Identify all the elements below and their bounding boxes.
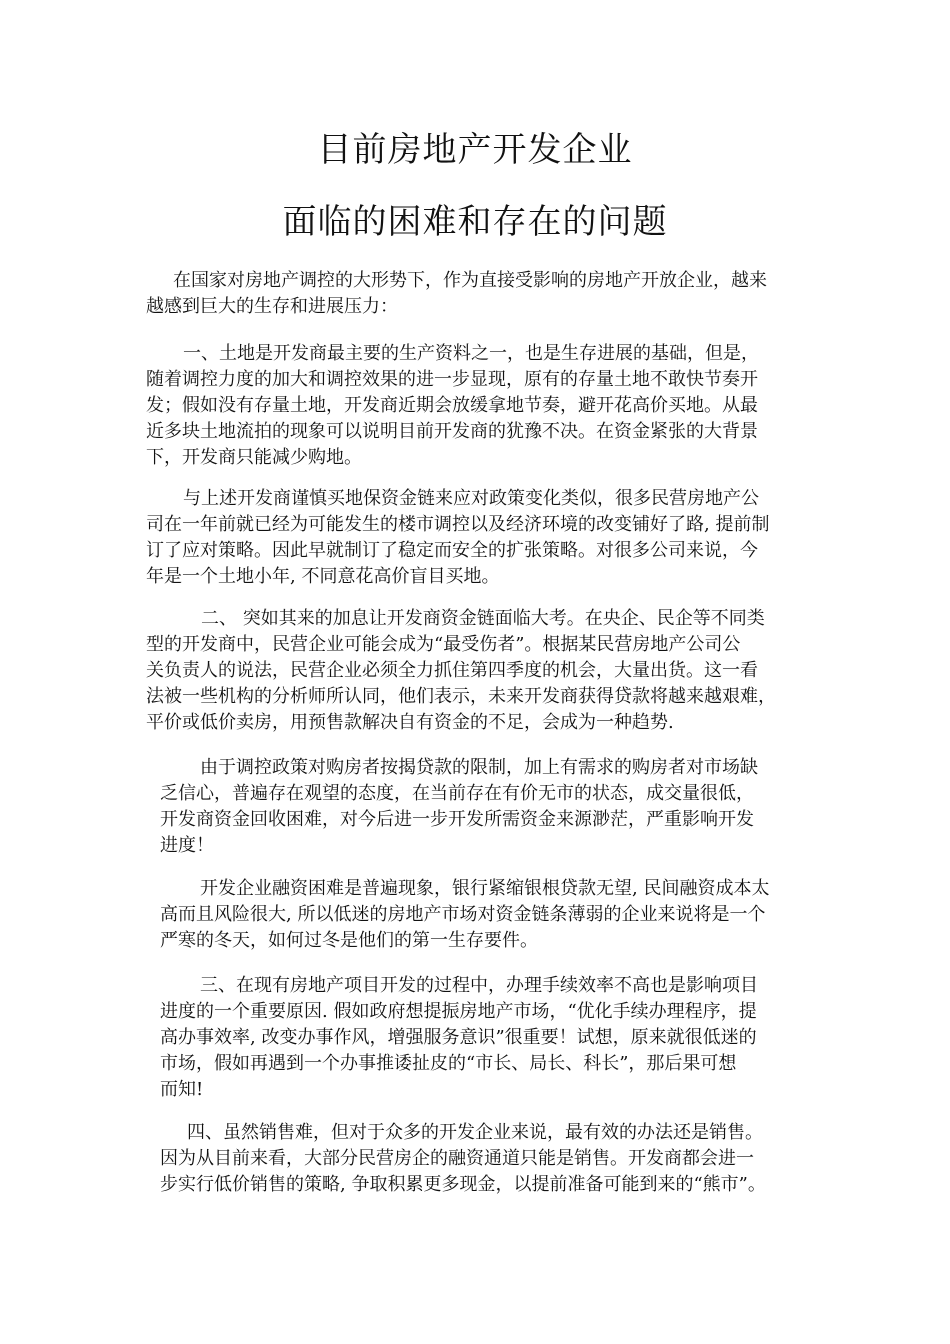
paragraph-line: 司在一年前就已经为可能发生的楼市调控以及经济环境的改变铺好了路, 提前制 xyxy=(146,514,770,535)
paragraph-line: 随着调控力度的加大和调控效果的进一步显现，原有的存量土地不敢快节奏开 xyxy=(146,369,758,390)
paragraph-line: 发；假如没有存量土地，开发商近期会放缓拿地节奏，避开花高价买地。从最 xyxy=(146,395,758,416)
paragraph-line: 关负责人的说法，民营企业必须全力抓住第四季度的机会，大量出货。这一看 xyxy=(146,660,758,681)
paragraph-line: 平价或低价卖房，用预售款解决自有资金的不足，会成为一种趋势. xyxy=(146,712,674,733)
paragraph-financing xyxy=(160,876,769,954)
paragraph-buyer-confidence xyxy=(160,755,758,859)
paragraph-line: 由于调控政策对购房者按揭贷款的限制，加上有需求的购房者对市场缺 xyxy=(200,757,758,778)
paragraph-line: 高而且风险很大, 所以低迷的房地产市场对资金链条薄弱的企业来说将是一个 xyxy=(160,904,766,925)
paragraph-line: 开发企业融资困难是普遍现象，银行紧缩银根贷款无望, 民间融资成本太 xyxy=(200,878,770,899)
paragraph-line: 与上述开发商谨慎买地保资金链来应对政策变化类似，很多民营房地产公 xyxy=(183,488,759,509)
paragraph-line: 一、土地是开发商最主要的生产资料之一，也是生存进展的基础，但是， xyxy=(183,343,759,364)
paragraph-line: 乏信心，普遍存在观望的态度，在当前存在有价无市的状态，成交量很低， xyxy=(160,783,754,804)
paragraph-line: 市场，假如再遇到一个办事推诿扯皮的“市长、局长、科长”，那后果可想 xyxy=(160,1053,737,1074)
paragraph-line: 三、在现有房地产项目开发的过程中，办理手续效率不高也是影响项目 xyxy=(200,975,758,996)
paragraph-land xyxy=(146,341,759,471)
paragraph-line: 因为从目前来看，大部分民营房企的融资通道只能是销售。开发商都会进一 xyxy=(160,1148,754,1169)
paragraph-line: 二、 突如其来的加息让开发商资金链面临大考。在央企、民企等不同类 xyxy=(201,608,765,629)
paragraph-line: 四、虽然销售难，但对于众多的开发企业来说，最有效的办法还是销售。 xyxy=(187,1122,763,1143)
paragraph-line: 越感到巨大的生存和进展压力： xyxy=(146,296,398,317)
paragraph-line: 法被一些机构的分析师所认同，他们表示，未来开发商获得贷款将越来越艰难， xyxy=(146,686,776,707)
paragraph-line: 近多块土地流拍的现象可以说明目前开发商的犹豫不决。在资金紧张的大背景 xyxy=(146,421,758,442)
document-title-line-1: 目前房地产开发企业 xyxy=(317,130,633,170)
paragraph-line: 高办事效率, 改变办事作风，增强服务意识”很重要！试想，原来就很低迷的 xyxy=(160,1027,757,1048)
paragraph-line: 严寒的冬天，如何过冬是他们的第一生存要件。 xyxy=(160,930,538,951)
paragraph-line: 进度！ xyxy=(160,835,214,856)
paragraph-line: 订了应对策略。因此早就制订了稳定而安全的扩张策略。对很多公司来说，今 xyxy=(146,540,758,561)
paragraph-procedures xyxy=(160,973,758,1103)
paragraph-line: 在国家对房地产调控的大形势下，作为直接受影响的房地产开放企业，越来 xyxy=(173,270,767,291)
paragraph-cautious-developers xyxy=(146,486,769,590)
paragraph-line: 型的开发商中，民营企业可能会成为“最受伤者”。根据某民营房地产公司公 xyxy=(146,634,741,655)
paragraph-line: 开发商资金回收困难，对今后进一步开发所需资金来源渺茫，严重影响开发 xyxy=(160,809,754,830)
paragraph-interest-rate xyxy=(146,606,776,736)
document-title-line-2: 面临的困难和存在的问题 xyxy=(282,202,668,242)
paragraph-intro xyxy=(146,268,767,320)
paragraph-sales xyxy=(160,1120,766,1198)
paragraph-line: 下，开发商只能减少购地。 xyxy=(146,447,362,468)
paragraph-line: 而知! xyxy=(160,1079,204,1100)
paragraph-line: 年是一个土地小年, 不同意花高价盲目买地。 xyxy=(146,566,500,587)
paragraph-line: 步实行低价销售的策略, 争取积累更多现金，以提前准备可能到来的“熊市”。 xyxy=(160,1174,766,1195)
paragraph-line: 进度的一个重要原因. 假如政府想提振房地产市场，“优化手续办理程序，提 xyxy=(160,1001,757,1022)
